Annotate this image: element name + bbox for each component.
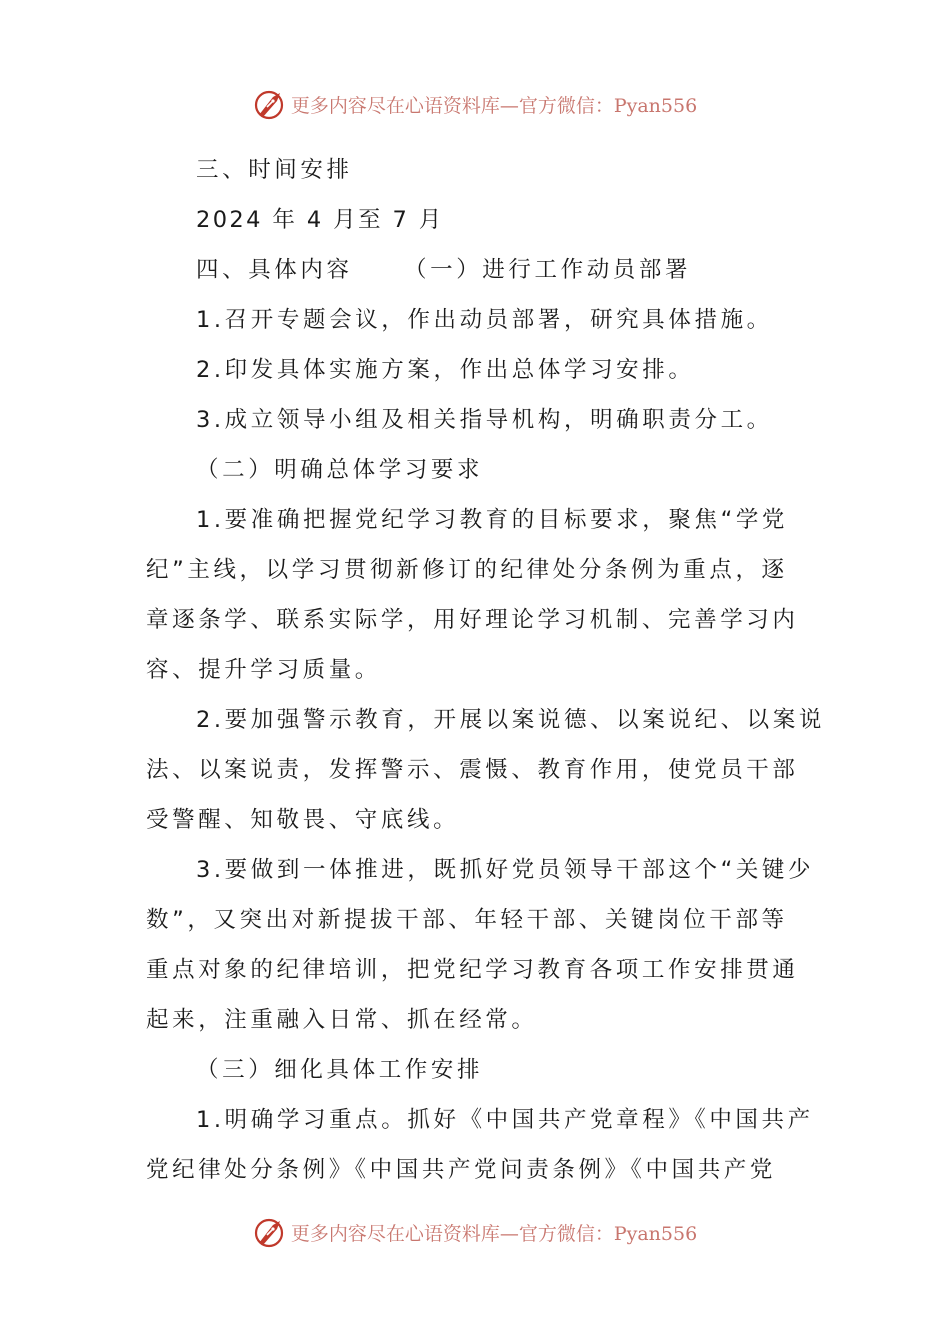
- paragraph-line: 章逐条学、联系实际学，用好理论学习机制、完善学习内: [146, 607, 799, 633]
- paragraph-line: 起来，注重融入日常、抓在经常。: [146, 1007, 538, 1033]
- section-heading-content: 四、具体内容: [196, 257, 353, 283]
- subheading-requirements: （二）明确总体学习要求: [196, 457, 484, 483]
- subheading-mobilization: （一）进行工作动员部署: [404, 257, 692, 283]
- paragraph-line: 数”，又突出对新提拔干部、年轻干部、关键岗位干部等: [146, 907, 788, 933]
- paragraph-line: 法、以案说责，发挥警示、震慑、教育作用，使党员干部: [146, 757, 799, 783]
- paragraph-line: 1.召开专题会议，作出动员部署，研究具体措施。: [196, 307, 773, 333]
- subheading-work-arrangement: （三）细化具体工作安排: [196, 1057, 484, 1083]
- paragraph-line: 重点对象的纪律培训，把党纪学习教育各项工作安排贯通: [146, 957, 799, 983]
- footer-watermark-banner: [0, 1210, 950, 1254]
- paragraph-line: 3.要做到一体推进，既抓好党员领导干部这个“关键少: [196, 857, 815, 883]
- paragraph-line: 3.成立领导小组及相关指导机构，明确职责分工。: [196, 407, 773, 433]
- paragraph-line: 2.印发具体实施方案，作出总体学习安排。: [196, 357, 695, 383]
- watermark-text: 更多内容尽在心语资料库—官方微信：Pyan556: [290, 1222, 698, 1245]
- paragraph-line: 2.要加强警示教育，开展以案说德、以案说纪、以案说: [196, 707, 825, 733]
- paragraph-line: 受警醒、知敬畏、守底线。: [146, 807, 460, 833]
- watermark-text: 更多内容尽在心语资料库—官方微信：Pyan556: [290, 94, 698, 117]
- section-heading-time: 三、时间安排: [196, 157, 353, 183]
- paragraph-line: 1.明确学习重点。抓好《中国共产党章程》《中国共产: [196, 1107, 814, 1133]
- paragraph-line: 党纪律处分条例》《中国共产党问责条例》《中国共产党: [146, 1157, 777, 1183]
- paragraph-line: 纪”主线，以学习贯彻新修订的纪律处分条例为重点，逐: [146, 557, 788, 583]
- paragraph-line: 容、提升学习质量。: [146, 657, 381, 683]
- time-range-text: 2024 年 4 月至 7 月: [196, 207, 444, 233]
- pen-nib-in-circle-icon: [253, 1215, 287, 1249]
- paragraph-line: 1.要准确把握党纪学习教育的目标要求，聚焦“学党: [196, 507, 789, 533]
